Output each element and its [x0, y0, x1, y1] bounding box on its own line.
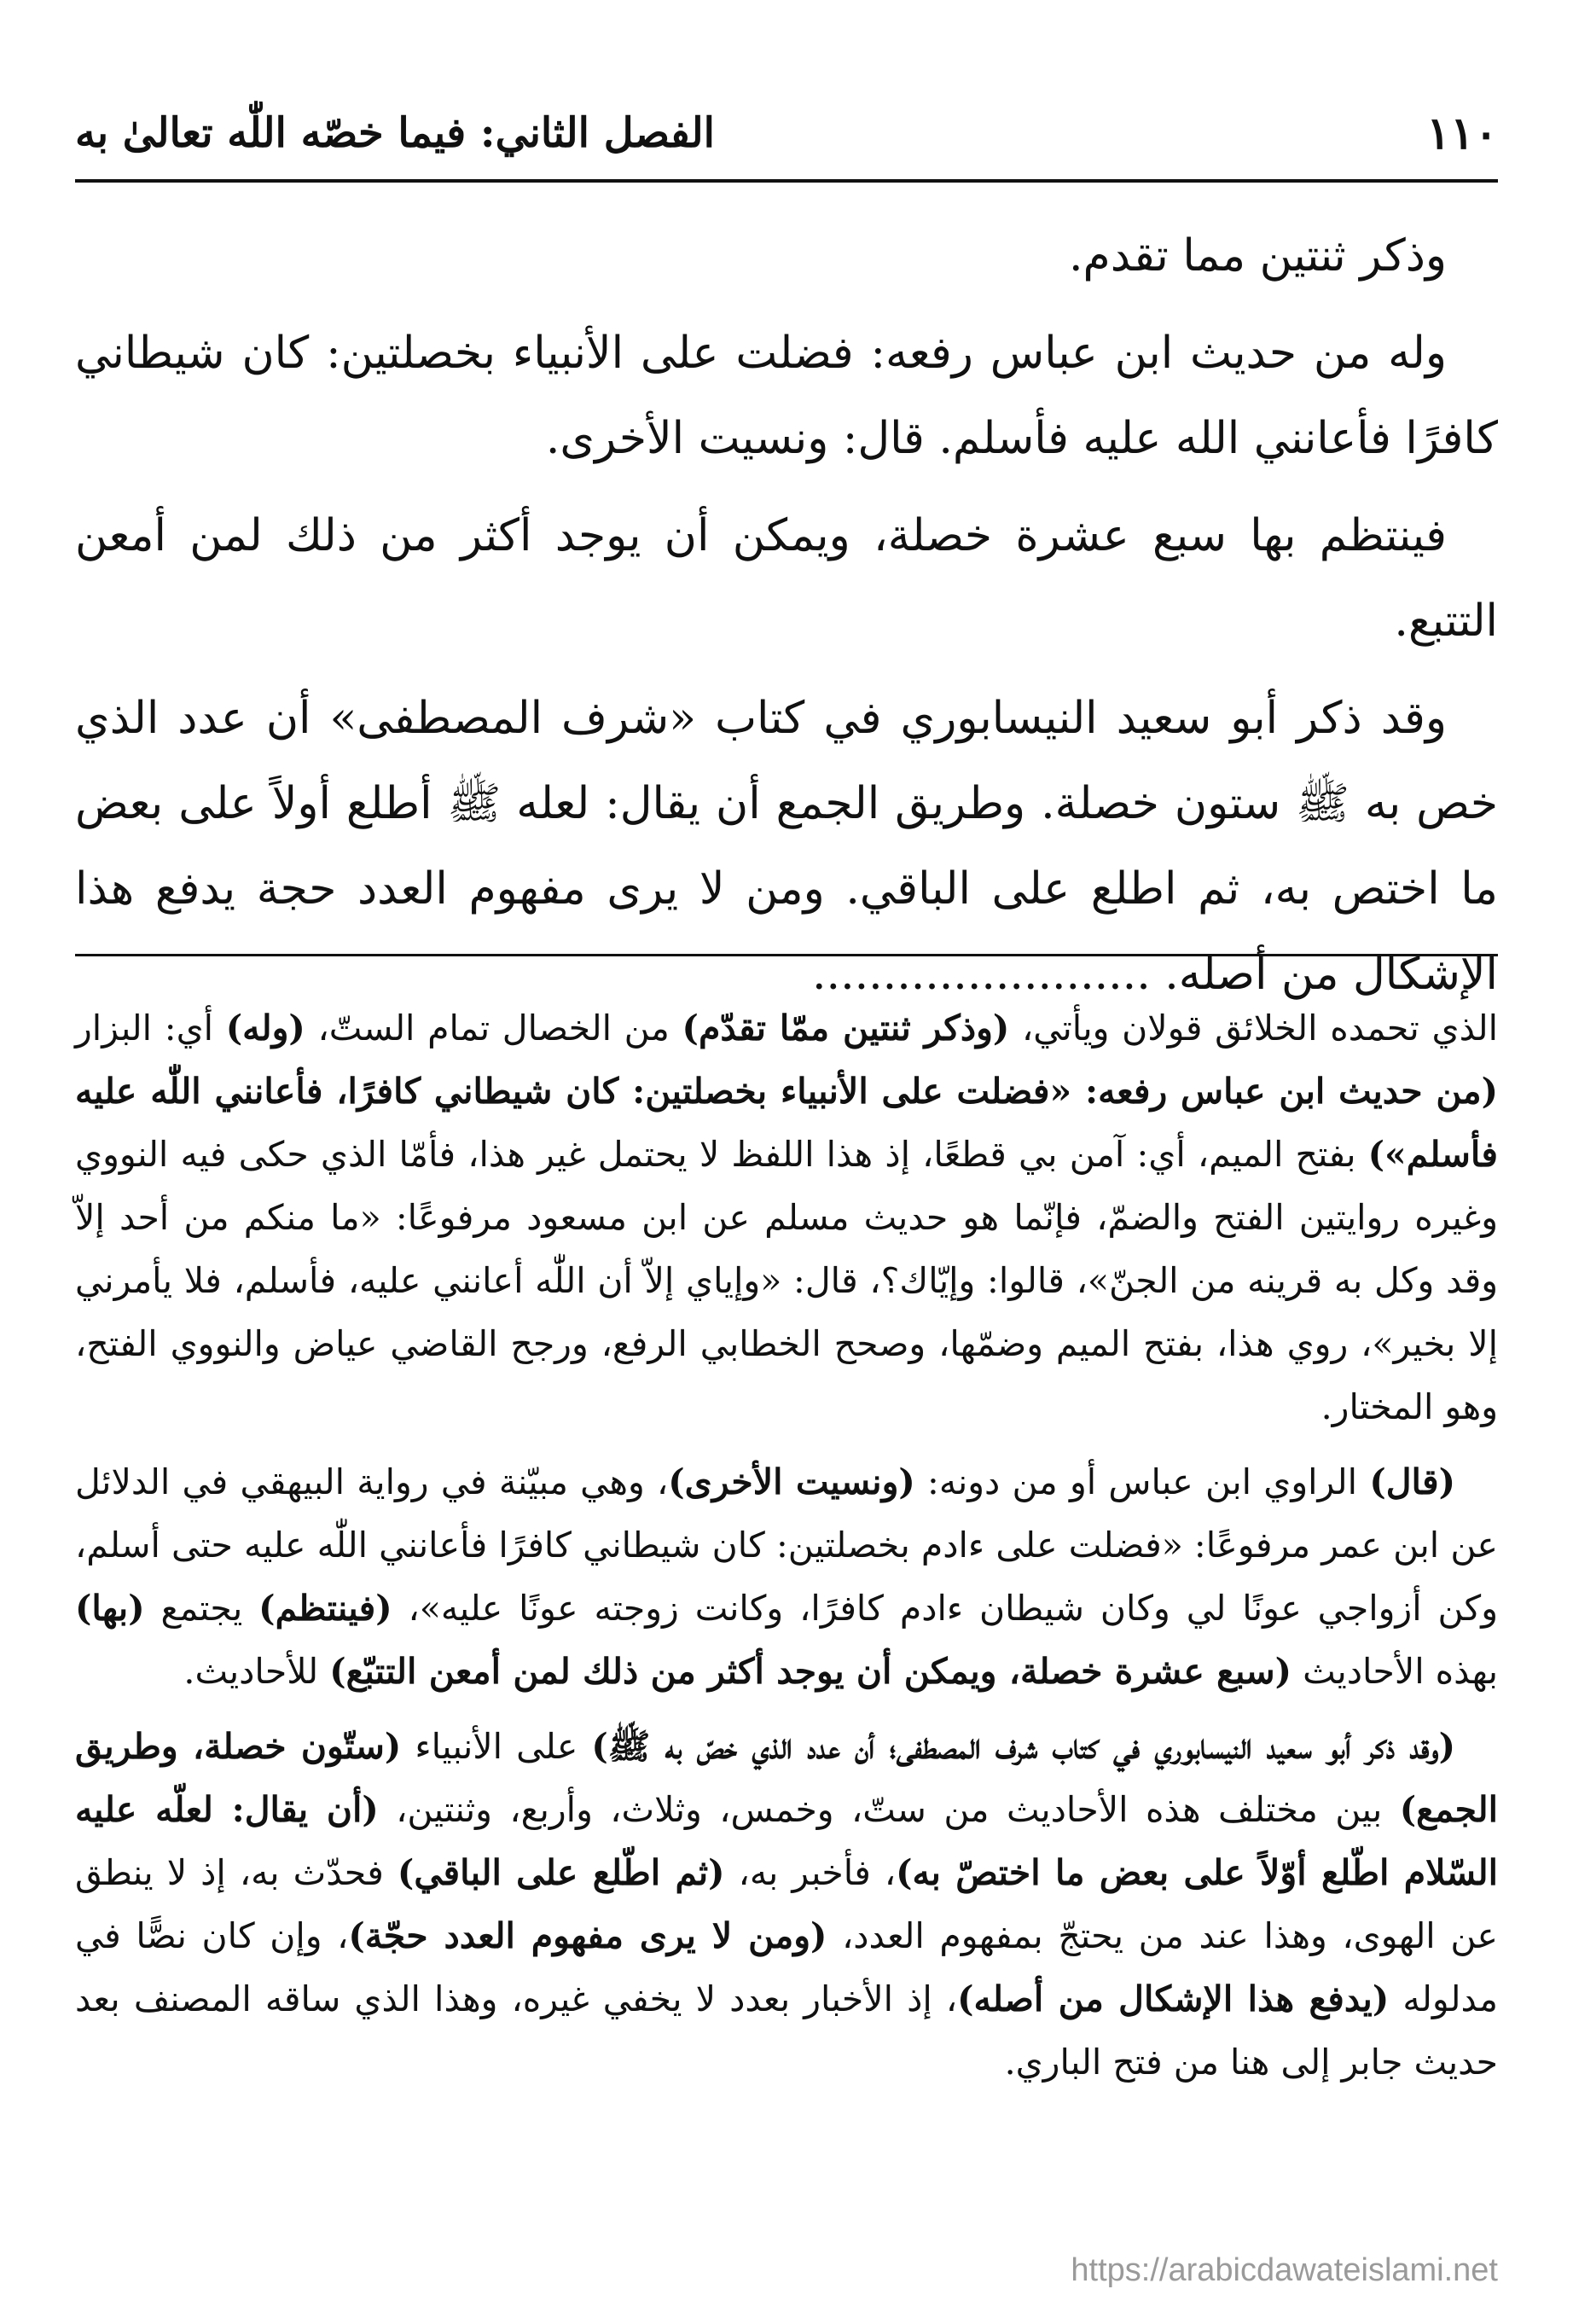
quoted-text: (ونسيت الأخرى)	[668, 1461, 915, 1502]
quoted-text: (من حديث ابن عباس رفعه: «فضلت على الأنبياء بخصلتين: كان شيطاني كافرًا، فأعانني اللّٰه عليه فأسلم»)	[75, 1071, 1498, 1175]
commentary-text: ، إذ الأخبار بعدد لا يخفي غيره، وهذا الذي ساقه المصنف بعد حديث جابر إلى هنا من فتح الباري.	[75, 1978, 1498, 2083]
watermark-url: https://arabicdawateislami.net	[1071, 2252, 1498, 2288]
commentary-text: أي: البزار	[75, 1008, 226, 1049]
quoted-text: (قال)	[1369, 1461, 1456, 1502]
main-text	[75, 213, 1498, 1029]
commentary-text: ، فأخبر به،	[724, 1852, 897, 1893]
quoted-text: (فينتظم)	[258, 1588, 392, 1629]
commentary-text: الراوي ابن عباس أو من دونه:	[914, 1461, 1370, 1502]
page-number: ١١٠	[1426, 107, 1498, 160]
quoted-text: (أن يقال: لعلّه عليه السّلام اطّلع أوّلاً على بعض ما اختصّ به)	[75, 1789, 1499, 1893]
section-divider	[75, 954, 1498, 956]
commentary-text: على الأنبياء	[401, 1726, 592, 1767]
quoted-text: (ومن لا يرى مفهوم العدد حجّة)	[348, 1915, 827, 1956]
commentary-text: للأحاديث.	[183, 1651, 330, 1692]
quoted-text: (بها)	[75, 1588, 145, 1629]
main-paragraph	[75, 676, 1498, 1017]
quoted-text: (ثم اطّلع على الباقي)	[397, 1852, 725, 1893]
main-paragraph: فينتظم بها سبع عشرة خصلة، ويمكن أن يوجد أكثر من ذلك لمن أمعن التتبع.	[75, 510, 1498, 647]
quoted-text: (وله)	[225, 1008, 305, 1049]
quoted-text: (ستّون خصلة، وطريق الجمع)	[75, 1726, 1498, 1830]
continuation-dots: ........................	[812, 949, 1151, 1000]
commentary-text: بين مختلف هذه الأحاديث من ستّ، وخمس، وثلاث، وأربع، وثنتين،	[378, 1789, 1400, 1830]
commentary-text: من الخصال تمام الستّ،	[305, 1008, 682, 1049]
commentary-text: ، وهي مبيّنة في رواية البيهقي في الدلائل عن ابن عمر مرفوعًا: «فضلت على ءادم بخصلتين: كان شيطاني كافرًا فأعانني اللّٰه عليه حتى أسلم، وكن أزواجي عونًا لي وكان شيطان ءادم كافرًا، وكانت زوجته عونًا عليه»،	[75, 1461, 1498, 1629]
quoted-text: (سبع عشرة خصلة، ويمكن أن يوجد أكثر من ذلك لمن أمعن التتبّع)	[329, 1651, 1292, 1692]
quoted-text: (يدفع هذا الإشكال من أصله)	[957, 1978, 1390, 2019]
commentary-text: الذي تحمده الخلائق قولان ويأتي،	[1009, 1008, 1498, 1049]
page-header	[75, 101, 1498, 177]
commentary-text: يجتمع	[144, 1588, 259, 1629]
running-head: الفصل الثاني: فيما خصّه اللّٰه تعالىٰ به	[75, 109, 715, 157]
commentary-text: فحدّث به، إذ لا ينطق عن الهوى، وهذا عند من يحتجّ بمفهوم العدد،	[75, 1852, 1499, 1956]
quoted-text: (وقد ذكر أبو سعيد النيسابوري في كتاب شرف المصطفى؛ أن عدد الذي خصّ به ﷺ)	[591, 1726, 1455, 1767]
commentary	[75, 996, 1498, 2106]
commentary-paragraph	[75, 1450, 1498, 1703]
header-rule	[75, 179, 1498, 183]
commentary-text: بفتح الميم، أي: آمن بي قطعًا، إذ هذا اللفظ لا يحتمل غير هذا، فأمّا الذي حكى فيه النووي وغيره روايتين الفتح والضمّ، فإنّما هو حديث مسلم عن ابن مسعود مرفوعًا: «ما منكم من أحد إلاّ وقد وكل به قرينه من الجنّ»، قالوا: وإيّاك؟، قال: «وإياي إلاّ أن اللّٰه أعانني عليه، فأسلم، فلا يأمرني إلا بخير»، روي هذا، بفتح الميم وضمّها، وصحح الخطابي الرفع، ورجح القاضي عياض والنووي الفتح، وهو المختار.	[75, 1134, 1498, 1427]
main-paragraph-text: وقد ذكر أبو سعيد النيسابوري في كتاب «شرف المصطفى» أن عدد الذي خص به ﷺ ستون خصلة. وطريق الجمع أن يقال: لعله ﷺ أطلع أولاً على بعض ما اختص به، ثم اطلع على الباقي. ومن لا يرى مفهوم العدد حجة يدفع هذا الإشكال من أصله.	[75, 693, 1498, 1000]
main-paragraph: وذكر ثنتين مما تقدم.	[1069, 230, 1447, 282]
commentary-text: ، وإن كان نصًّا في مدلوله	[75, 1915, 1498, 2019]
commentary-text: بهذه الأحاديث	[1291, 1651, 1498, 1692]
quoted-text: (وذكر ثنتين ممّا تقدّم)	[682, 1008, 1010, 1049]
commentary-paragraph	[75, 996, 1498, 1438]
main-paragraph: وله من حديث ابن عباس رفعه: فضلت على الأنبياء بخصلتين: كان شيطاني كافرًا فأعانني الله عليه فأسلم. قال: ونسيت الأخرى.	[75, 328, 1498, 464]
commentary-paragraph	[75, 1715, 1498, 2094]
